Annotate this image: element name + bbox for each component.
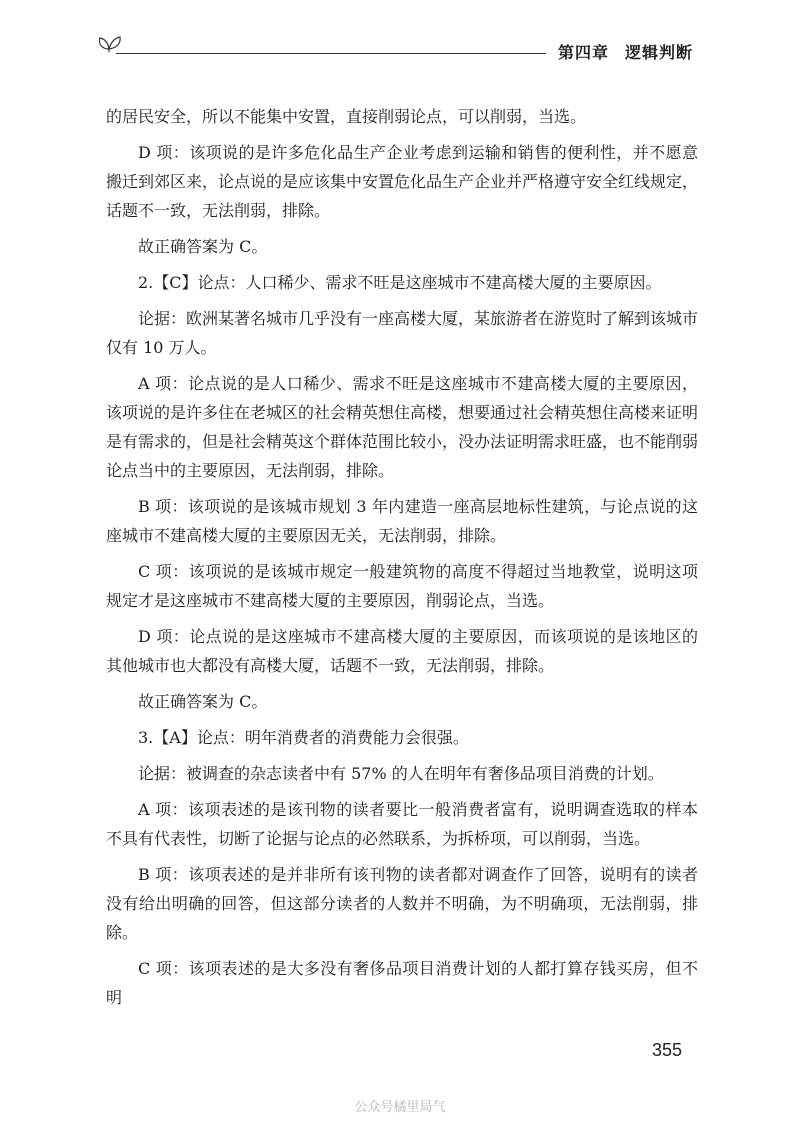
paragraph: 3.【A】论点：明年消费者的消费能力会很强。 <box>138 728 469 747</box>
chapter-title: 逻辑判断 <box>625 43 694 62</box>
paragraph: 故正确答案为 C。 <box>138 692 268 711</box>
paragraph: 论据：欧洲某著名城市几乎没有一座高楼大厦，某旅游者在游览时了解到该城市仅有 10 万人。 <box>106 309 699 357</box>
paragraph: B 项：该项表述的是并非所有该刊物的读者都对调查作了回答，说明有的读者没有给出明确的回答，但这部分读者的人数并不明确，为不明确项，无法削弱，排除。 <box>106 865 698 942</box>
chapter-number: 第四章 <box>558 43 610 62</box>
watermark: 公众号橘里局气 <box>354 1100 446 1115</box>
paragraph: 故正确答案为 C。 <box>138 237 268 256</box>
page-number: 355 <box>652 1040 683 1060</box>
header-rule <box>116 53 546 54</box>
paragraph: A 项：该项表述的是该刊物的读者要比一般消费者富有，说明调查选取的样本不具有代表性，切断了论据与论点的必然联系，为拆桥项，可以削弱，当选。 <box>106 800 698 848</box>
paragraph: 2.【C】论点：人口稀少、需求不旺是这座城市不建高楼大厦的主要原因。 <box>138 273 662 292</box>
running-header <box>96 30 704 70</box>
paragraph: D 项：该项说的是许多危化品生产企业考虑到运输和销售的便利性，并不愿意搬迁到郊区来，论点说的是应该集中安置危化品生产企业并严格遵守安全红线规定，话题不一致，无法削弱，排除。 <box>106 143 699 220</box>
leaf-ornament-icon <box>96 32 122 52</box>
page-body <box>106 102 698 1019</box>
paragraph: 论据：被调查的杂志读者中有 57% 的人在明年有奢侈品项目消费的计划。 <box>138 764 664 783</box>
paragraph: B 项：该项说的是该城市规划 3 年内建造一座高层地标性建筑，与论点说的这座城市不建高楼大厦的主要原因无关，无法削弱，排除。 <box>106 497 698 545</box>
paragraph: A 项：论点说的是人口稀少、需求不旺是这座城市不建高楼大厦的主要原因，该项说的是许多住在老城区的社会精英想住高楼，想要通过社会精英想住高楼来证明是有需求的，但是社会精英这个群体范围比较小，没办法证明需求旺盛，也不能削弱论点当中的主要原因，无法削弱，排除。 <box>106 374 699 480</box>
paragraph: C 项：该项表述的是大多没有奢侈品项目消费计划的人都打算存钱买房，但不明 <box>106 959 698 1007</box>
paragraph: D 项：论点说的是这座城市不建高楼大厦的主要原因，而该项说的是该地区的其他城市也大都没有高楼大厦，话题不一致，无法削弱，排除。 <box>106 627 698 675</box>
chapter-heading <box>558 40 693 63</box>
paragraph: C 项：该项说的是该城市规定一般建筑物的高度不得超过当地教堂，说明这项规定才是这座城市不建高楼大厦的主要原因，削弱论点，当选。 <box>106 562 698 610</box>
paragraph: 的居民安全，所以不能集中安置，直接削弱论点，可以削弱，当选。 <box>106 107 587 126</box>
